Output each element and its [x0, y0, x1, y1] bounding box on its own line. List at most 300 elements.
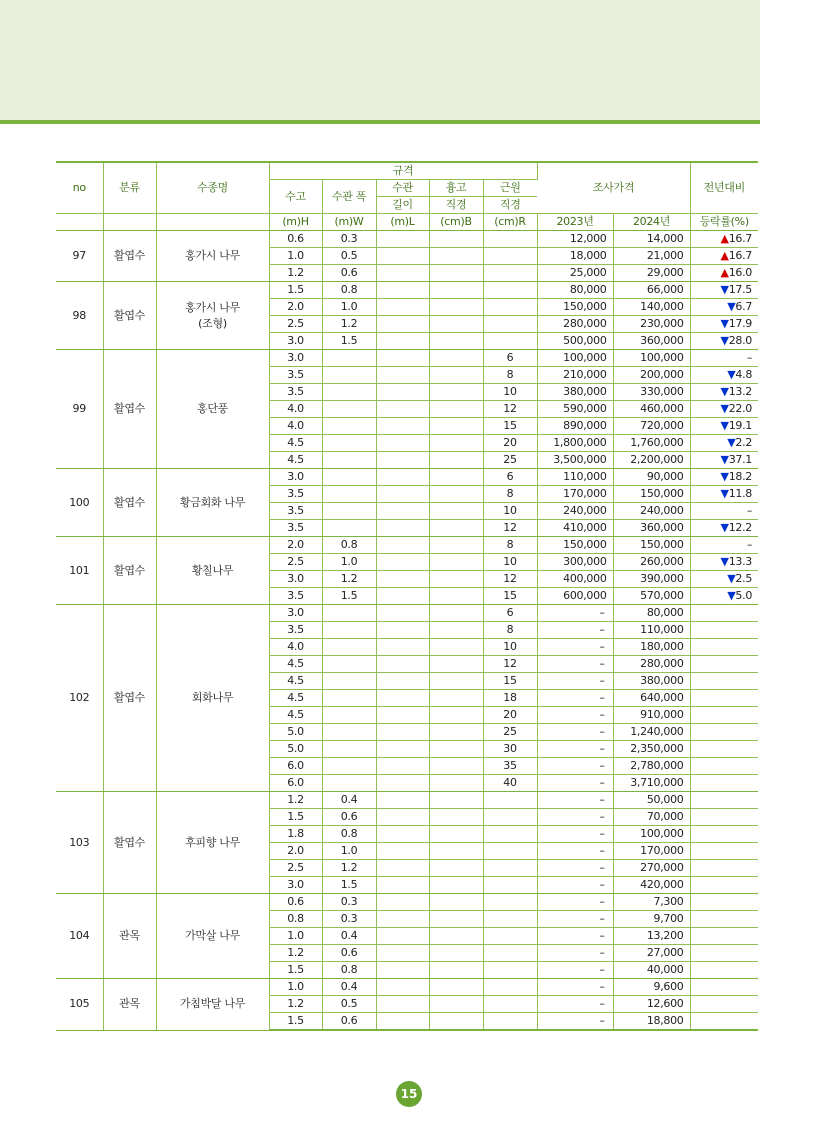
- cell-price-2024: 40,000: [613, 962, 690, 979]
- cell-height: 3.5: [269, 520, 322, 537]
- rate-value: 17.9: [728, 317, 753, 330]
- cell-width: 0.3: [322, 894, 376, 911]
- cell-price-2024: 21,000: [613, 248, 690, 265]
- cell-chest: [429, 894, 483, 911]
- down-arrow-icon: ▼: [727, 436, 736, 449]
- cell-rate: [690, 622, 758, 639]
- cell-price-2023: –: [537, 656, 613, 673]
- cell-root: [483, 265, 537, 282]
- cell-root: [483, 316, 537, 333]
- cell-length: [376, 554, 429, 571]
- species-name: 가막살 나무: [185, 929, 240, 942]
- cell-width: 0.6: [322, 265, 376, 282]
- col-chest-header-2: 직경: [429, 197, 483, 214]
- down-arrow-icon: ▼: [727, 368, 736, 381]
- down-arrow-icon: ▼: [720, 521, 729, 534]
- cell-price-2024: 2,780,000: [613, 758, 690, 775]
- species-name: 홍가시 나무: [185, 300, 240, 314]
- cell-rate: [690, 894, 758, 911]
- cell-height: 3.5: [269, 503, 322, 520]
- rate-value: 16.7: [728, 232, 753, 245]
- down-arrow-icon: ▼: [727, 572, 736, 585]
- cell-root: 20: [483, 435, 537, 452]
- cell-width: 0.3: [322, 911, 376, 928]
- cell-length: [376, 928, 429, 945]
- cell-length: [376, 962, 429, 979]
- cell-price-2023: 380,000: [537, 384, 613, 401]
- col-change-header: 전년대비: [690, 162, 758, 214]
- cell-chest: [429, 333, 483, 350]
- cell-chest: [429, 809, 483, 826]
- cell-height: 0.8: [269, 911, 322, 928]
- cell-chest: [429, 554, 483, 571]
- cell-length: [376, 707, 429, 724]
- cell-rate: [690, 350, 758, 367]
- cell-chest: [429, 486, 483, 503]
- cell-price-2023: 590,000: [537, 401, 613, 418]
- cell-root: [483, 979, 537, 996]
- cell-length: [376, 418, 429, 435]
- cell-length: [376, 452, 429, 469]
- cell-price-2024: 1,240,000: [613, 724, 690, 741]
- rate-value: 19.1: [728, 419, 753, 432]
- table-row: [56, 537, 758, 554]
- cell-price-2024: 100,000: [613, 350, 690, 367]
- cell-rate: [690, 979, 758, 996]
- col-root-header: 근원: [483, 180, 537, 197]
- cell-no: 99: [56, 350, 103, 469]
- cell-height: 3.5: [269, 367, 322, 384]
- cell-price-2023: 300,000: [537, 554, 613, 571]
- cell-price-2023: 890,000: [537, 418, 613, 435]
- page-number: 15: [396, 1081, 422, 1107]
- rate-value: 17.5: [728, 283, 753, 296]
- down-arrow-icon: ▼: [720, 317, 729, 330]
- cell-width: 0.3: [322, 231, 376, 248]
- cell-price-2024: 7,300: [613, 894, 690, 911]
- cell-price-2024: 360,000: [613, 333, 690, 350]
- cell-length: [376, 775, 429, 792]
- col-length-header: 수관: [376, 180, 429, 197]
- rate-value: 4.8: [735, 368, 753, 381]
- cell-height: 4.5: [269, 656, 322, 673]
- cell-chest: [429, 231, 483, 248]
- cell-root: [483, 962, 537, 979]
- cell-price-2024: 330,000: [613, 384, 690, 401]
- rate-value: 13.2: [728, 385, 753, 398]
- unit-height: (m)H: [269, 214, 322, 231]
- cell-price-2023: 3,500,000: [537, 452, 613, 469]
- cell-length: [376, 979, 429, 996]
- cell-price-2024: 260,000: [613, 554, 690, 571]
- table-row: [56, 350, 758, 367]
- cell-height: 4.5: [269, 707, 322, 724]
- cell-price-2024: 80,000: [613, 605, 690, 622]
- cell-price-2024: 9,600: [613, 979, 690, 996]
- cell-height: 3.5: [269, 588, 322, 605]
- cell-length: [376, 656, 429, 673]
- rate-value: 13.3: [728, 555, 753, 568]
- cell-chest: [429, 520, 483, 537]
- cell-rate: [690, 452, 758, 469]
- rate-value: 12.2: [728, 521, 753, 534]
- cell-rate: [690, 486, 758, 503]
- cell-no: 98: [56, 282, 103, 350]
- cell-rate: [690, 996, 758, 1013]
- cell-length: [376, 350, 429, 367]
- cell-width: [322, 775, 376, 792]
- cell-chest: [429, 503, 483, 520]
- rate-header: 등락률(%): [690, 214, 758, 231]
- cell-price-2024: 170,000: [613, 843, 690, 860]
- rate-value: 16.7: [728, 249, 753, 262]
- cell-length: [376, 911, 429, 928]
- cell-rate: [690, 554, 758, 571]
- cell-width: 0.4: [322, 979, 376, 996]
- cell-no: 101: [56, 537, 103, 605]
- species-name: 후피향 나무: [185, 835, 240, 849]
- cell-price-2023: 600,000: [537, 588, 613, 605]
- cell-root: 18: [483, 690, 537, 707]
- cell-root: 6: [483, 350, 537, 367]
- year-2023-header: 2023년: [537, 214, 613, 231]
- cell-price-2024: 270,000: [613, 860, 690, 877]
- cell-price-2024: 18,800: [613, 1013, 690, 1031]
- cell-width: [322, 486, 376, 503]
- cell-price-2023: 410,000: [537, 520, 613, 537]
- cell-chest: [429, 588, 483, 605]
- cell-price-2023: –: [537, 673, 613, 690]
- cell-price-2024: 9,700: [613, 911, 690, 928]
- cell-rate: [690, 843, 758, 860]
- cell-price-2024: 90,000: [613, 469, 690, 486]
- cell-species: [156, 894, 269, 979]
- cell-price-2023: 1,800,000: [537, 435, 613, 452]
- cell-length: [376, 860, 429, 877]
- cell-length: [376, 503, 429, 520]
- cell-price-2023: –: [537, 605, 613, 622]
- cell-width: 1.5: [322, 333, 376, 350]
- cell-length: [376, 877, 429, 894]
- cell-root: 10: [483, 503, 537, 520]
- cell-category: 활엽수: [103, 605, 156, 792]
- rate-value: 16.0: [728, 266, 753, 279]
- cell-root: [483, 843, 537, 860]
- down-arrow-icon: ▼: [727, 300, 736, 313]
- cell-chest: [429, 299, 483, 316]
- cell-price-2024: 13,200: [613, 928, 690, 945]
- species-name-sub: (조형): [198, 316, 227, 330]
- cell-species: [156, 231, 269, 282]
- cell-price-2023: 100,000: [537, 350, 613, 367]
- cell-height: 0.6: [269, 231, 322, 248]
- cell-rate: [690, 707, 758, 724]
- cell-width: 0.4: [322, 928, 376, 945]
- cell-chest: [429, 622, 483, 639]
- down-arrow-icon: ▼: [720, 283, 729, 296]
- cell-root: 12: [483, 656, 537, 673]
- cell-width: 0.5: [322, 248, 376, 265]
- cell-width: [322, 605, 376, 622]
- cell-height: 4.5: [269, 452, 322, 469]
- cell-root: 15: [483, 418, 537, 435]
- cell-height: 1.5: [269, 282, 322, 299]
- cell-rate: [690, 877, 758, 894]
- cell-root: 8: [483, 622, 537, 639]
- cell-species: [156, 792, 269, 894]
- cell-width: [322, 673, 376, 690]
- cell-width: 1.2: [322, 860, 376, 877]
- cell-width: [322, 622, 376, 639]
- cell-width: [322, 503, 376, 520]
- cell-height: 3.0: [269, 469, 322, 486]
- cell-rate: [690, 401, 758, 418]
- cell-chest: [429, 741, 483, 758]
- cell-price-2023: 18,000: [537, 248, 613, 265]
- cell-rate: [690, 231, 758, 248]
- cell-price-2024: 66,000: [613, 282, 690, 299]
- cell-price-2024: 27,000: [613, 945, 690, 962]
- cell-root: 40: [483, 775, 537, 792]
- cell-chest: [429, 1013, 483, 1031]
- cell-root: 25: [483, 724, 537, 741]
- cell-price-2024: 1,760,000: [613, 435, 690, 452]
- cell-width: [322, 435, 376, 452]
- cell-price-2023: –: [537, 979, 613, 996]
- unit-category-blank: [103, 214, 156, 231]
- species-name: 가침박달 나무: [179, 997, 246, 1011]
- cell-chest: [429, 962, 483, 979]
- cell-height: 4.0: [269, 401, 322, 418]
- cell-price-2024: 420,000: [613, 877, 690, 894]
- cell-width: 1.5: [322, 877, 376, 894]
- down-arrow-icon: ▼: [720, 453, 729, 466]
- cell-root: [483, 860, 537, 877]
- cell-length: [376, 486, 429, 503]
- cell-length: [376, 384, 429, 401]
- cell-width: [322, 707, 376, 724]
- cell-width: [322, 469, 376, 486]
- cell-root: 15: [483, 588, 537, 605]
- cell-rate: [690, 248, 758, 265]
- cell-no: 97: [56, 231, 103, 282]
- cell-species: [156, 350, 269, 469]
- cell-price-2023: 12,000: [537, 231, 613, 248]
- cell-chest: [429, 248, 483, 265]
- cell-price-2024: 570,000: [613, 588, 690, 605]
- cell-price-2023: –: [537, 996, 613, 1013]
- cell-price-2023: 500,000: [537, 333, 613, 350]
- species-name: 홍가시 나무: [185, 249, 240, 262]
- cell-length: [376, 605, 429, 622]
- unit-length: (m)L: [376, 214, 429, 231]
- cell-price-2023: 150,000: [537, 537, 613, 554]
- col-spec-header: 규격: [269, 162, 537, 180]
- cell-width: 0.8: [322, 282, 376, 299]
- cell-width: 1.5: [322, 588, 376, 605]
- col-price-header: 조사가격: [537, 162, 690, 214]
- cell-chest: [429, 401, 483, 418]
- table-row: [56, 231, 758, 248]
- cell-chest: [429, 435, 483, 452]
- cell-chest: [429, 418, 483, 435]
- table-header: [56, 162, 758, 231]
- species-name: 황금회화 나무: [179, 495, 246, 509]
- cell-height: 0.6: [269, 894, 322, 911]
- cell-length: [376, 588, 429, 605]
- cell-rate: [690, 520, 758, 537]
- cell-species: [156, 469, 269, 537]
- cell-width: 0.6: [322, 809, 376, 826]
- cell-price-2023: 280,000: [537, 316, 613, 333]
- cell-rate: [690, 962, 758, 979]
- cell-category: 활엽수: [103, 469, 156, 537]
- cell-price-2024: 200,000: [613, 367, 690, 384]
- cell-chest: [429, 673, 483, 690]
- cell-rate: [690, 911, 758, 928]
- cell-rate: [690, 741, 758, 758]
- cell-price-2023: –: [537, 843, 613, 860]
- cell-price-2024: 240,000: [613, 503, 690, 520]
- cell-height: 5.0: [269, 741, 322, 758]
- cell-price-2023: –: [537, 877, 613, 894]
- cell-chest: [429, 860, 483, 877]
- col-root-header-2: 직경: [483, 197, 537, 214]
- cell-price-2023: 210,000: [537, 367, 613, 384]
- up-arrow-icon: ▲: [720, 266, 729, 279]
- table-row: [56, 282, 758, 299]
- cell-rate: [690, 299, 758, 316]
- cell-price-2023: 110,000: [537, 469, 613, 486]
- cell-length: [376, 758, 429, 775]
- unit-width: (m)W: [322, 214, 376, 231]
- cell-root: [483, 809, 537, 826]
- cell-width: 0.6: [322, 945, 376, 962]
- unit-root: (cm)R: [483, 214, 537, 231]
- cell-height: 1.2: [269, 996, 322, 1013]
- cell-chest: [429, 945, 483, 962]
- cell-chest: [429, 911, 483, 928]
- cell-chest: [429, 690, 483, 707]
- cell-width: [322, 520, 376, 537]
- cell-chest: [429, 707, 483, 724]
- cell-width: [322, 418, 376, 435]
- cell-root: [483, 1013, 537, 1031]
- cell-rate: [690, 826, 758, 843]
- cell-price-2024: 380,000: [613, 673, 690, 690]
- cell-category: 활엽수: [103, 231, 156, 282]
- cell-width: 1.2: [322, 571, 376, 588]
- cell-no: 103: [56, 792, 103, 894]
- cell-width: 0.5: [322, 996, 376, 1013]
- col-category-header: 분류: [103, 162, 156, 214]
- cell-chest: [429, 979, 483, 996]
- cell-width: 1.0: [322, 299, 376, 316]
- cell-rate: [690, 945, 758, 962]
- cell-width: 1.2: [322, 316, 376, 333]
- cell-length: [376, 401, 429, 418]
- cell-width: 0.8: [322, 537, 376, 554]
- header-band: [0, 0, 760, 120]
- cell-root: 25: [483, 452, 537, 469]
- cell-price-2023: –: [537, 741, 613, 758]
- cell-rate: [690, 809, 758, 826]
- cell-height: 1.0: [269, 928, 322, 945]
- cell-root: 10: [483, 639, 537, 656]
- cell-length: [376, 639, 429, 656]
- cell-chest: [429, 537, 483, 554]
- cell-length: [376, 265, 429, 282]
- cell-rate: [690, 384, 758, 401]
- cell-price-2023: –: [537, 1013, 613, 1031]
- cell-root: [483, 231, 537, 248]
- cell-species: [156, 537, 269, 605]
- cell-rate: [690, 758, 758, 775]
- cell-price-2024: 720,000: [613, 418, 690, 435]
- cell-length: [376, 792, 429, 809]
- cell-price-2023: –: [537, 928, 613, 945]
- cell-price-2023: –: [537, 775, 613, 792]
- cell-price-2024: 910,000: [613, 707, 690, 724]
- table-row: [56, 605, 758, 622]
- cell-rate: [690, 588, 758, 605]
- cell-height: 1.2: [269, 945, 322, 962]
- cell-root: 35: [483, 758, 537, 775]
- cell-no: 104: [56, 894, 103, 979]
- up-arrow-icon: ▲: [720, 249, 729, 262]
- col-chest-header: 흉고: [429, 180, 483, 197]
- cell-width: [322, 367, 376, 384]
- species-name: 회화나무: [191, 691, 234, 704]
- cell-length: [376, 843, 429, 860]
- up-arrow-icon: ▲: [720, 232, 729, 245]
- down-arrow-icon: ▼: [720, 487, 729, 500]
- cell-chest: [429, 724, 483, 741]
- cell-price-2023: –: [537, 639, 613, 656]
- cell-root: [483, 928, 537, 945]
- rate-value: 28.0: [728, 334, 753, 347]
- down-arrow-icon: ▼: [720, 385, 729, 398]
- cell-height: 1.8: [269, 826, 322, 843]
- cell-length: [376, 469, 429, 486]
- cell-price-2023: 240,000: [537, 503, 613, 520]
- cell-root: [483, 945, 537, 962]
- cell-price-2023: –: [537, 894, 613, 911]
- cell-length: [376, 1013, 429, 1031]
- cell-price-2023: –: [537, 945, 613, 962]
- cell-width: [322, 724, 376, 741]
- cell-category: 활엽수: [103, 350, 156, 469]
- unit-chest: (cm)B: [429, 214, 483, 231]
- cell-root: 15: [483, 673, 537, 690]
- cell-rate: [690, 690, 758, 707]
- cell-price-2023: –: [537, 826, 613, 843]
- cell-no: 105: [56, 979, 103, 1031]
- cell-price-2023: –: [537, 690, 613, 707]
- cell-height: 6.0: [269, 775, 322, 792]
- cell-price-2024: 390,000: [613, 571, 690, 588]
- species-name: 황칠나무: [191, 563, 234, 577]
- cell-chest: [429, 656, 483, 673]
- rate-value: –: [746, 538, 753, 551]
- cell-length: [376, 622, 429, 639]
- cell-height: 4.5: [269, 435, 322, 452]
- year-2024-header: 2024년: [613, 214, 690, 231]
- rate-value: 6.7: [735, 300, 753, 313]
- rate-value: 22.0: [728, 402, 753, 415]
- table-row: [56, 792, 758, 809]
- cell-chest: [429, 996, 483, 1013]
